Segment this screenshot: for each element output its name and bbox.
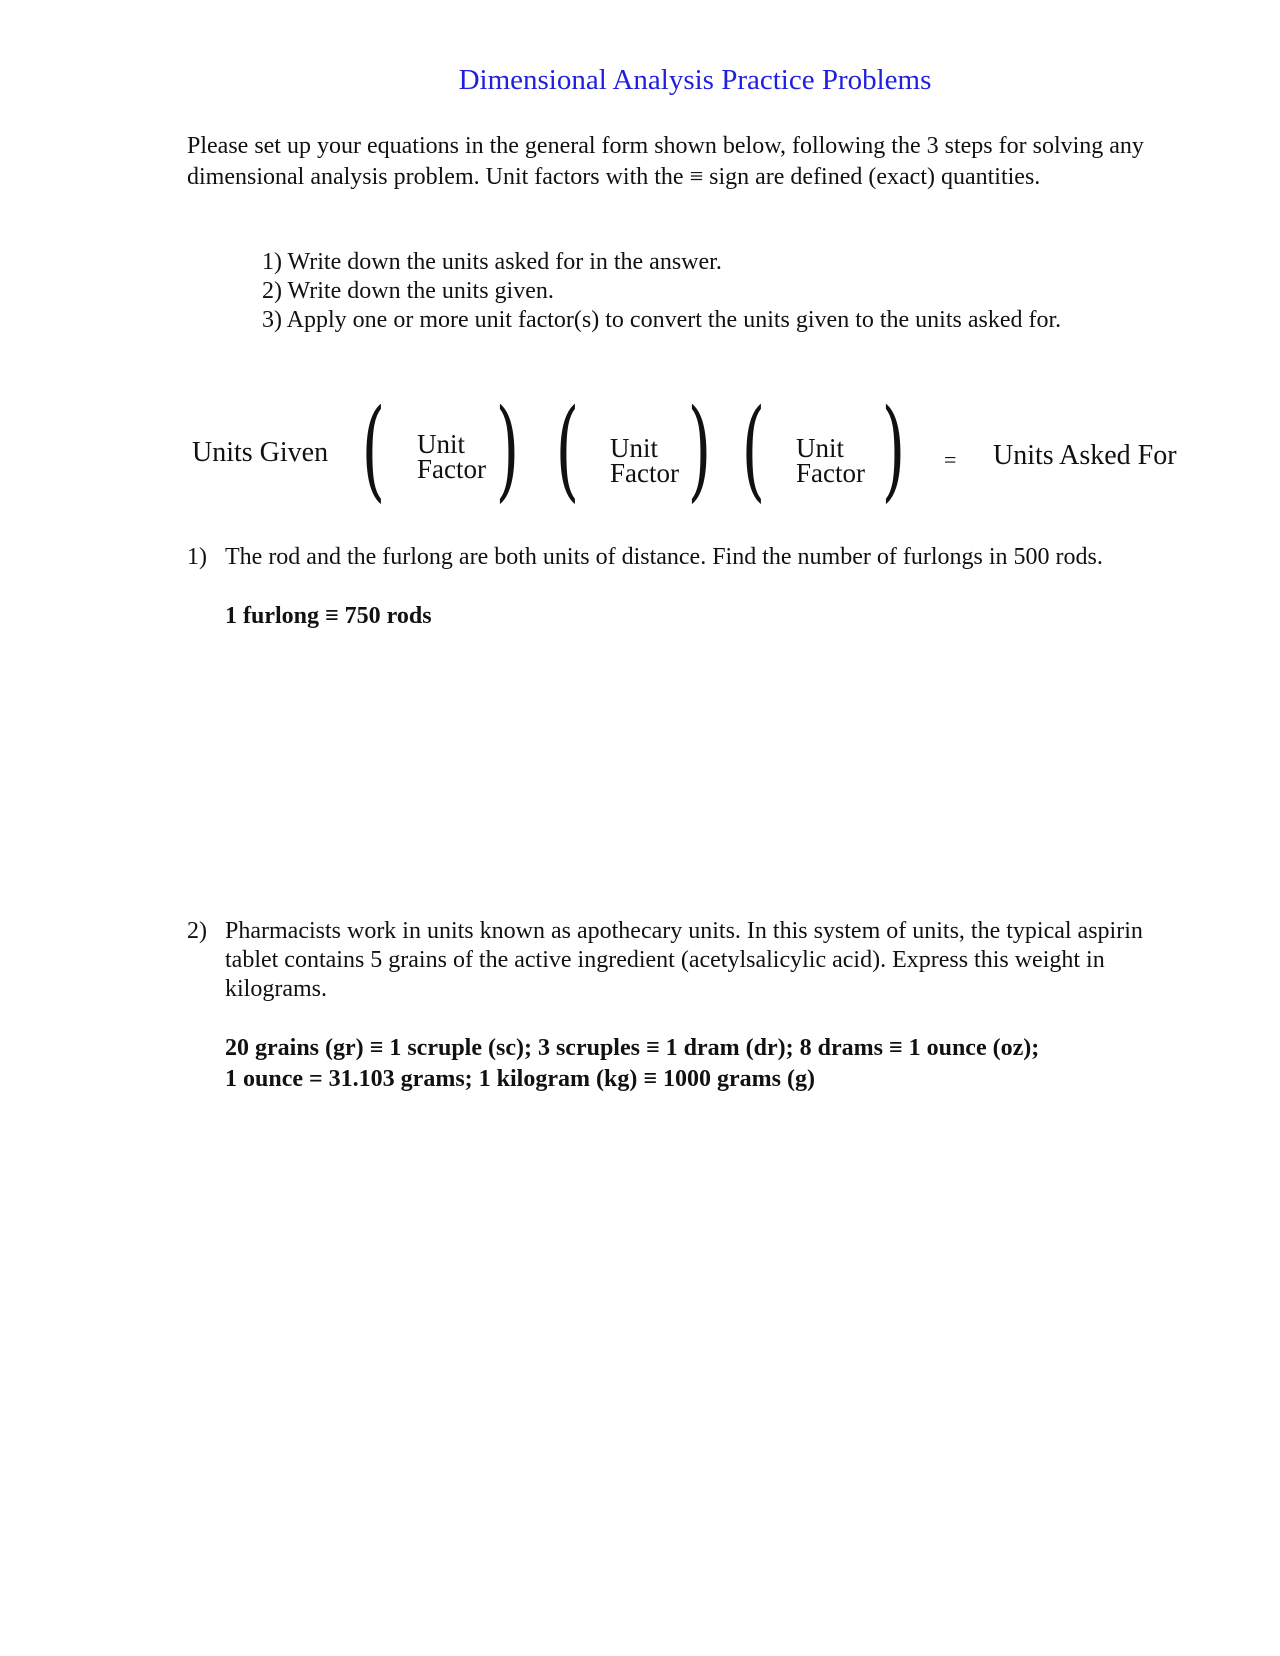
steps-list	[262, 248, 1061, 335]
given-equivalence: 1 furlong ≡ 750 rods	[225, 603, 432, 629]
problem-number: 1)	[187, 544, 207, 570]
right-paren-icon: )	[881, 385, 906, 513]
units-given-label: Units Given	[192, 437, 329, 468]
left-paren-icon: (	[555, 385, 580, 513]
problem-number: 2)	[187, 918, 207, 944]
right-paren-icon: )	[687, 385, 712, 513]
given-equivalence: 1 ounce = 31.103 grams; 1 kilogram (kg) ≡ 1000 grams (g)	[225, 1066, 815, 1092]
step-item: 2) Write down the units given.	[262, 278, 554, 304]
page-title: Dimensional Analysis Practice Problems	[458, 64, 932, 96]
problem-text: The rod and the furlong are both units of distance. Find the number of furlongs in 500 rods.	[225, 544, 1103, 570]
left-paren-icon: (	[361, 385, 386, 513]
unit-factor-1: Unit Factor	[417, 429, 486, 484]
left-paren-icon: (	[741, 385, 766, 513]
intro-paragraph: Please set up your equations in the general form shown below, following the 3 steps for solving any dimensional analysis problem. Unit factors with the ≡ sign are defined (exact) quantities.	[187, 133, 1144, 190]
unit-factor-2: Unit Factor	[610, 433, 679, 488]
unit-factor-3: Unit Factor	[796, 433, 865, 488]
given-equivalence: 20 grains (gr) ≡ 1 scruple (sc); 3 scruples ≡ 1 dram (dr); 8 drams ≡ 1 ounce (oz);	[225, 1035, 1040, 1061]
step-item: 1) Write down the units asked for in the answer.	[262, 249, 722, 275]
units-asked-label: Units Asked For	[993, 440, 1177, 471]
equals-sign: =	[944, 447, 957, 472]
right-paren-icon: )	[495, 385, 520, 513]
problem-text: Pharmacists work in units known as apothecary units. In this system of units, the typical aspirin tablet contains 5 grains of the active ingredient (acetylsalicylic acid). Express this weight in kilograms.	[225, 918, 1143, 1002]
step-item: 3) Apply one or more unit factor(s) to convert the units given to the units asked for.	[262, 307, 1062, 333]
